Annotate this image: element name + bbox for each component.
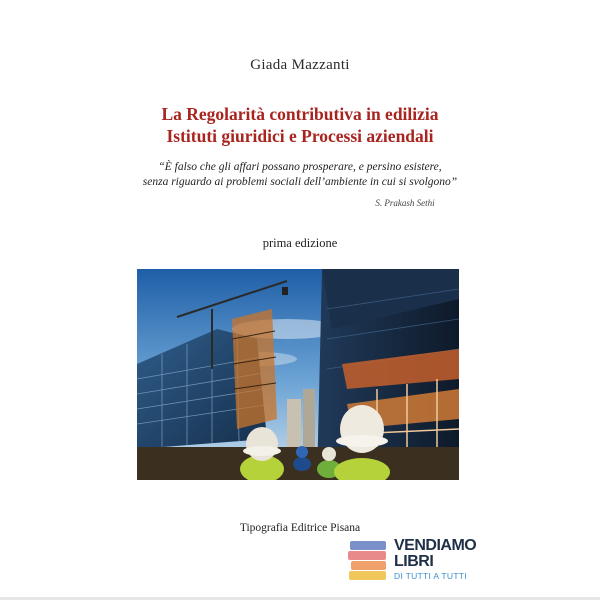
badge-line2: LIBRI: [394, 553, 434, 570]
construction-photo-illustration: [137, 269, 459, 480]
epigraph-quote: [0, 160, 600, 190]
badge-line3: DI TUTTI A TUTTI: [394, 571, 467, 581]
book-stripe-pink: [348, 551, 386, 560]
quote-line1: “È falso che gli affari possano prosperare, e persino esistere,: [158, 161, 442, 173]
books-stack-icon: [348, 541, 388, 581]
publisher-name: Tipografia Editrice Pisana: [239, 522, 361, 534]
construction-site-photo: [137, 269, 459, 480]
book-title-line2: Istituti giuridici e Processi aziendali: [166, 126, 434, 146]
book-stripe-yellow: [349, 571, 386, 580]
edition-label: prima edizione: [262, 236, 338, 250]
book-title: [0, 103, 600, 147]
book-stripe-orange: [351, 561, 386, 570]
book-author: Giada Mazzanti: [250, 57, 350, 73]
badge-line1: VENDIAMO: [394, 537, 477, 554]
quote-line2: senza riguardo ai problemi sociali dell’ambiente in cui si svolgono”: [142, 176, 458, 188]
book-stripe-blue: [350, 541, 386, 550]
book-title-line1: La Regolarità contributiva in edilizia: [161, 104, 439, 124]
quote-author: S. Prakash Sethi: [375, 198, 435, 208]
vendiamo-libri-badge: [348, 537, 477, 585]
